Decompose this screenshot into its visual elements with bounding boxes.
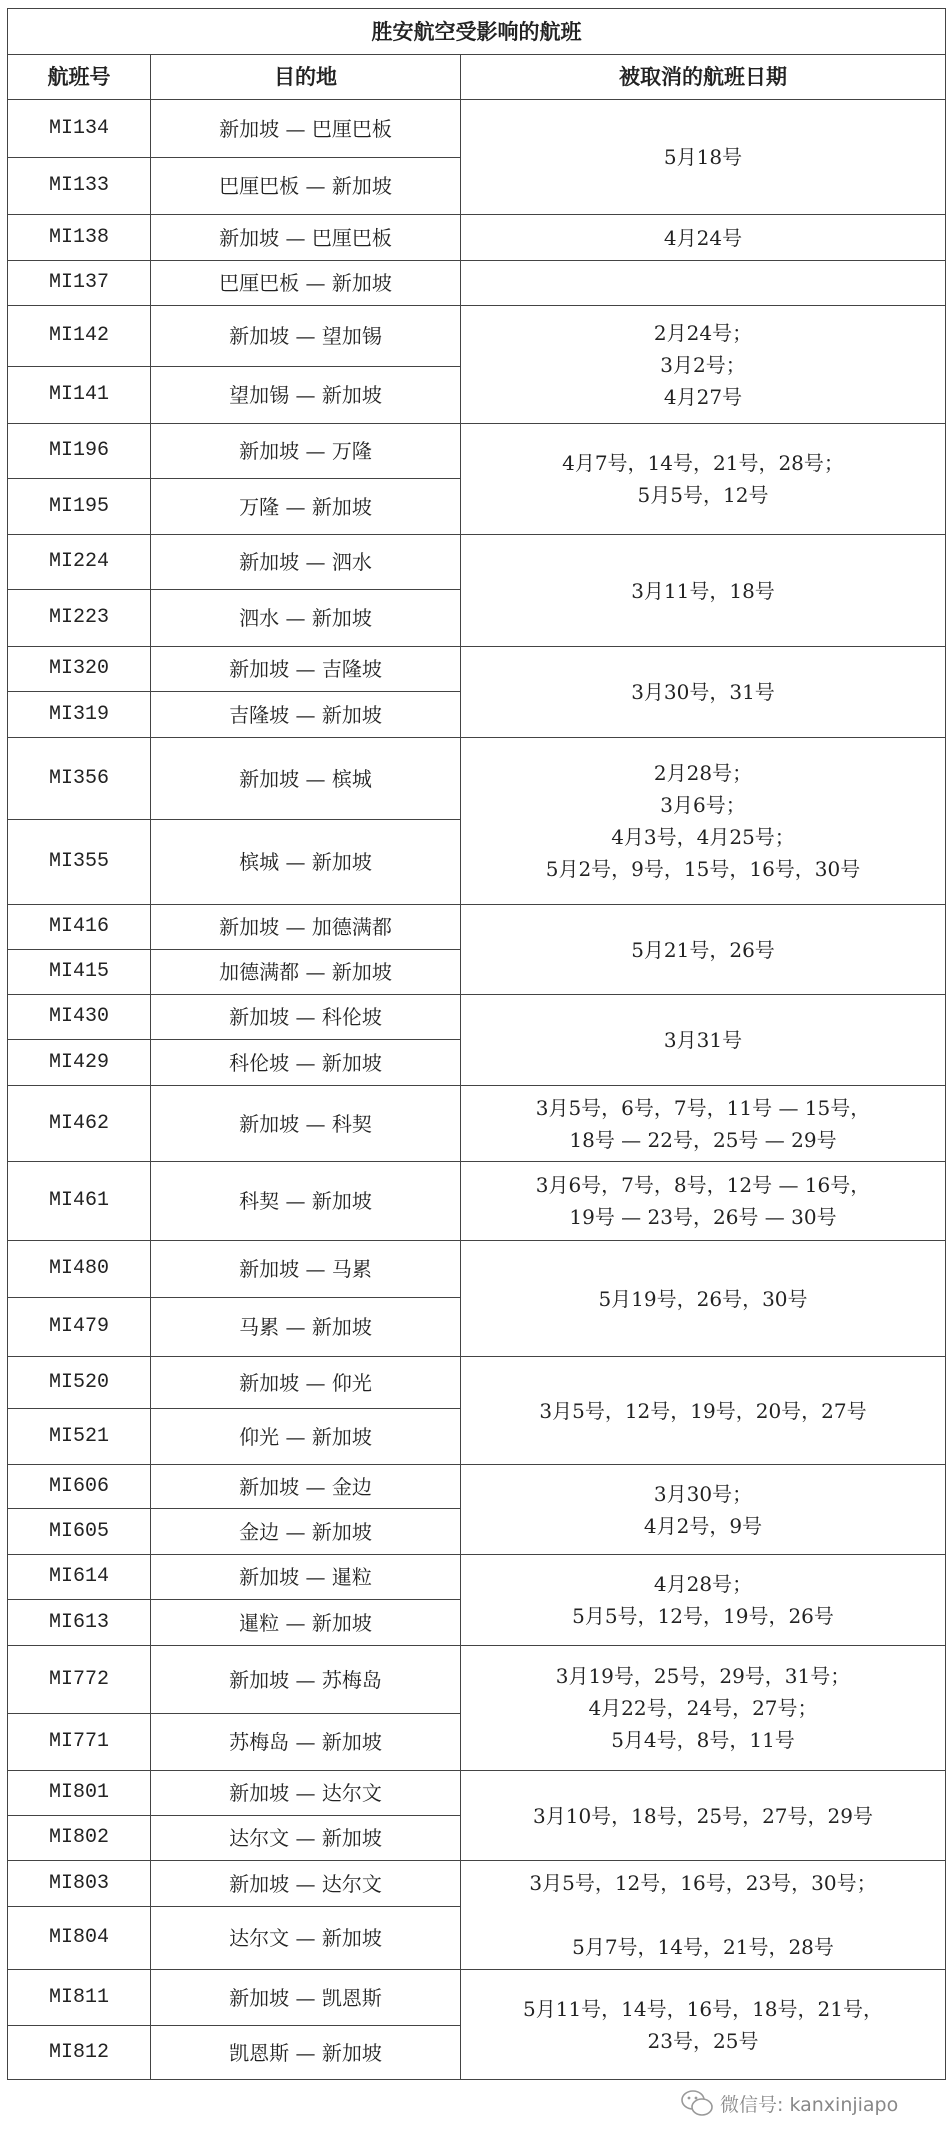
flight-number: MI812 xyxy=(8,2026,151,2080)
destination: 巴厘巴板 — 新加坡 xyxy=(151,158,461,215)
flight-number: MI811 xyxy=(8,1970,151,2026)
table-title: 胜安航空受影响的航班 xyxy=(8,9,946,55)
cancelled-dates xyxy=(461,995,946,1086)
flight-number: MI416 xyxy=(8,905,151,950)
destination: 新加坡 — 万隆 xyxy=(151,424,461,479)
date-line: 3月5号，12号，16号，23号，30号； xyxy=(529,1871,877,1895)
destination: 仰光 — 新加坡 xyxy=(151,1409,461,1465)
flight-number: MI355 xyxy=(8,820,151,905)
table-row xyxy=(8,1162,946,1241)
cancelled-dates xyxy=(461,1241,946,1357)
destination: 新加坡 — 加德满都 xyxy=(151,905,461,950)
flight-number: MI320 xyxy=(8,647,151,692)
cancelled-dates xyxy=(461,1162,946,1241)
table-row xyxy=(8,261,946,306)
destination: 金边 — 新加坡 xyxy=(151,1509,461,1555)
destination: 万隆 — 新加坡 xyxy=(151,479,461,535)
cancelled-dates xyxy=(461,535,946,647)
flight-number: MI142 xyxy=(8,306,151,367)
flight-number: MI479 xyxy=(8,1298,151,1357)
date-line: 3月2号； xyxy=(660,352,746,377)
destination: 新加坡 — 凯恩斯 xyxy=(151,1970,461,2026)
date-line: 2月24号； xyxy=(653,320,753,345)
table-row xyxy=(8,1357,946,1409)
destination: 苏梅岛 — 新加坡 xyxy=(151,1714,461,1771)
flight-number: MI223 xyxy=(8,590,151,647)
table-row xyxy=(8,100,946,158)
header-cancelled-dates: 被取消的航班日期 xyxy=(461,55,946,100)
date-line: 19号 — 23号，26号 — 30号 xyxy=(569,1205,837,1229)
date-line: 3月6号； xyxy=(660,793,746,817)
date-line: 3月6号，7号，8号，12号 — 16号， xyxy=(535,1173,871,1197)
destination: 新加坡 — 马累 xyxy=(151,1241,461,1298)
destination: 达尔文 — 新加坡 xyxy=(151,1907,461,1970)
table-row xyxy=(8,306,946,367)
table-row xyxy=(8,1646,946,1714)
cancelled-dates xyxy=(461,905,946,995)
flight-number: MI195 xyxy=(8,479,151,535)
destination: 新加坡 — 金边 xyxy=(151,1465,461,1509)
destination: 马累 — 新加坡 xyxy=(151,1298,461,1357)
header-destination: 目的地 xyxy=(151,55,461,100)
table-row xyxy=(8,1861,946,1907)
destination: 新加坡 — 科契 xyxy=(151,1086,461,1162)
watermark-text: 微信号: kanxinjiapo xyxy=(720,2093,899,2116)
cancelled-dates xyxy=(461,1970,946,2080)
wechat-icon xyxy=(680,2088,714,2118)
flight-number: MI801 xyxy=(8,1771,151,1816)
flight-number: MI771 xyxy=(8,1714,151,1771)
flight-number: MI614 xyxy=(8,1555,151,1600)
date-line: 4月7号，14号，21号，28号； xyxy=(562,451,844,475)
date-line: 3月5号，6号，7号，11号 — 15号， xyxy=(535,1095,871,1120)
flight-number: MI480 xyxy=(8,1241,151,1298)
destination: 槟城 — 新加坡 xyxy=(151,820,461,905)
flight-number: MI319 xyxy=(8,692,151,738)
cancelled-dates xyxy=(461,647,946,738)
date-line: 4月27号 xyxy=(663,384,743,409)
flight-number: MI461 xyxy=(8,1162,151,1241)
date-line: 5月18号 xyxy=(663,145,743,169)
table-row xyxy=(8,995,946,1040)
destination: 新加坡 — 科伦坡 xyxy=(151,995,461,1040)
date-line: 5月2号，9号，15号，16号，30号 xyxy=(545,857,861,881)
date-line: 5月21号，26号 xyxy=(631,937,775,962)
destination: 科伦坡 — 新加坡 xyxy=(151,1040,461,1086)
date-line: 4月2号，9号 xyxy=(643,1513,763,1538)
table-row xyxy=(8,1555,946,1600)
cancelled-dates xyxy=(461,306,946,424)
date-line: 3月10号，18号，25号，27号，29号 xyxy=(533,1803,873,1828)
flight-number: MI133 xyxy=(8,158,151,215)
date-line: 3月31号 xyxy=(663,1028,743,1052)
header-flight-number: 航班号 xyxy=(8,55,151,100)
date-line: 5月5号，12号，19号，26号 xyxy=(572,1604,834,1628)
flight-number: MI605 xyxy=(8,1509,151,1555)
table-row xyxy=(8,905,946,950)
destination: 新加坡 — 苏梅岛 xyxy=(151,1646,461,1714)
flight-number: MI356 xyxy=(8,738,151,820)
cancelled-dates xyxy=(461,738,946,905)
date-line: 4月28号； xyxy=(653,1572,753,1596)
flight-number: MI462 xyxy=(8,1086,151,1162)
flight-number: MI196 xyxy=(8,424,151,479)
table-row xyxy=(8,647,946,692)
cancelled-dates xyxy=(461,424,946,535)
destination: 望加锡 — 新加坡 xyxy=(151,367,461,424)
flight-number: MI802 xyxy=(8,1816,151,1861)
destination: 新加坡 — 仰光 xyxy=(151,1357,461,1409)
destination: 新加坡 — 吉隆坡 xyxy=(151,647,461,692)
table-row xyxy=(8,1465,946,1509)
table-row xyxy=(8,215,946,261)
date-line: 3月11号，18号 xyxy=(631,578,775,603)
date-line: 5月7号，14号，21号，28号 xyxy=(572,1935,834,1959)
flight-number: MI803 xyxy=(8,1861,151,1907)
destination: 科契 — 新加坡 xyxy=(151,1162,461,1241)
flight-number: MI224 xyxy=(8,535,151,590)
date-line: 4月3号，4月25号； xyxy=(611,825,795,849)
destination: 新加坡 — 达尔文 xyxy=(151,1771,461,1816)
destination: 达尔文 — 新加坡 xyxy=(151,1816,461,1861)
date-line: 5月19号，26号，30号 xyxy=(598,1286,808,1311)
destination: 新加坡 — 达尔文 xyxy=(151,1861,461,1907)
cancelled-dates xyxy=(461,1357,946,1465)
date-line: 3月30号； xyxy=(653,1481,753,1506)
destination: 加德满都 — 新加坡 xyxy=(151,950,461,995)
flight-number: MI521 xyxy=(8,1409,151,1465)
destination: 新加坡 — 巴厘巴板 xyxy=(151,100,461,158)
date-line: 4月22号，24号，27号； xyxy=(588,1696,818,1720)
watermark xyxy=(680,2088,898,2118)
table-row xyxy=(8,424,946,479)
flight-number: MI429 xyxy=(8,1040,151,1086)
destination: 吉隆坡 — 新加坡 xyxy=(151,692,461,738)
destination: 巴厘巴板 — 新加坡 xyxy=(151,261,461,306)
date-line: 3月19号，25号，29号，31号； xyxy=(555,1664,851,1688)
destination: 暹粒 — 新加坡 xyxy=(151,1600,461,1646)
cancelled-dates xyxy=(461,261,946,306)
flight-number: MI134 xyxy=(8,100,151,158)
destination: 新加坡 — 巴厘巴板 xyxy=(151,215,461,261)
date-line: 23号，25号 xyxy=(647,2028,759,2053)
cancelled-dates xyxy=(461,1646,946,1771)
cancelled-dates xyxy=(461,1771,946,1861)
table-row xyxy=(8,1970,946,2026)
date-line: 4月24号 xyxy=(663,225,743,250)
table-row xyxy=(8,1771,946,1816)
date-line: 5月5号，12号 xyxy=(637,483,769,507)
flight-number: MI772 xyxy=(8,1646,151,1714)
flight-number: MI606 xyxy=(8,1465,151,1509)
destination: 凯恩斯 — 新加坡 xyxy=(151,2026,461,2080)
table-row xyxy=(8,1086,946,1162)
cancelled-dates xyxy=(461,1465,946,1555)
cancelled-dates xyxy=(461,1861,946,1970)
flight-number: MI613 xyxy=(8,1600,151,1646)
date-line: 3月30号，31号 xyxy=(631,680,775,704)
date-line: 5月4号，8号，11号 xyxy=(611,1728,795,1752)
destination: 新加坡 — 望加锡 xyxy=(151,306,461,367)
flight-number: MI430 xyxy=(8,995,151,1040)
cancelled-dates xyxy=(461,1555,946,1646)
table-body xyxy=(8,100,946,2080)
cancelled-dates xyxy=(461,215,946,261)
destination: 新加坡 — 暹粒 xyxy=(151,1555,461,1600)
flight-number: MI520 xyxy=(8,1357,151,1409)
flight-number: MI138 xyxy=(8,215,151,261)
flight-number: MI141 xyxy=(8,367,151,424)
date-line: 5月11号，14号，16号，18号，21号， xyxy=(523,1996,883,2021)
table-row xyxy=(8,1241,946,1298)
date-line: 3月5号，12号，19号，20号，27号 xyxy=(539,1398,867,1423)
table-row xyxy=(8,738,946,820)
date-line: 18号 — 22号，25号 — 29号 xyxy=(569,1127,837,1152)
cancelled-dates xyxy=(461,100,946,215)
flight-number: MI804 xyxy=(8,1907,151,1970)
cancelled-dates xyxy=(461,1086,946,1162)
destination: 新加坡 — 槟城 xyxy=(151,738,461,820)
destination: 新加坡 — 泗水 xyxy=(151,535,461,590)
date-line: 2月28号； xyxy=(653,761,753,785)
flight-number: MI415 xyxy=(8,950,151,995)
flight-number: MI137 xyxy=(8,261,151,306)
affected-flights-table xyxy=(7,8,946,2080)
destination: 泗水 — 新加坡 xyxy=(151,590,461,647)
date-line xyxy=(461,1899,945,1931)
table-row xyxy=(8,535,946,590)
